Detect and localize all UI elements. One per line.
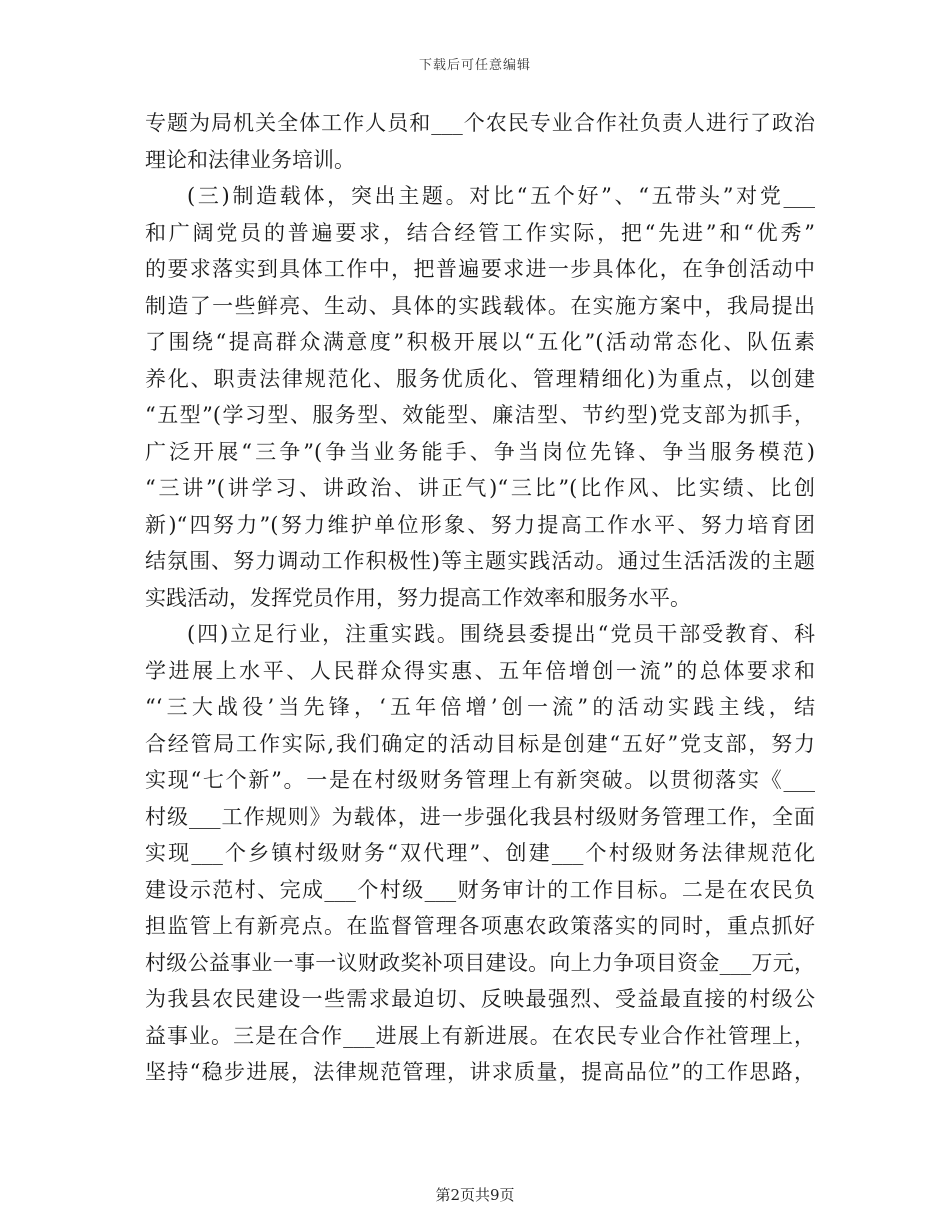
text-line: 为我县农民建设一些需求最迫切、反映最强烈、受益最直接的村级公 [145,987,815,1011]
text-line: 新)“四努力”(努力维护单位形象、努力提高工作水平、努力培育团 [145,512,815,537]
text-line: 广泛开展“三争”(争当业务能手、争当岗位先锋、争当服务模范) [145,439,815,464]
paragraph [145,616,815,1091]
text-line: 制造了一些鲜亮、生动、具体的实践载体。在实施方案中，我局提出 [145,293,815,318]
paragraph [145,105,815,178]
text-line: 村级公益事业一事一议财政奖补项目建设。向上力争项目资金___万元， [145,950,815,975]
text-line: 坚持“稳步进展，法律规范管理，讲求质量，提高品位”的工作思路， [145,1060,815,1084]
text-line: (三)制造载体，突出主题。对比“五个好”、“五带头”对党___ [187,184,815,208]
text-line: (四)立足行业，注重实践。围绕县委提出“党员干部受教育、科 [187,622,815,646]
text-line: 建设示范村、完成___个村级___财务审计的工作目标。二是在农民负 [145,877,815,902]
page-header: 下载后可任意编辑 [418,58,531,73]
text-line: 和广阔党员的普遍要求，结合经管工作实际，把“先进”和“优秀” [145,220,815,245]
paragraph [145,178,815,616]
text-line: 结氛围、努力调动工作积极性)等主题实践活动。通过生活活泼的主题 [145,549,815,573]
page-footer: 第2页共9页 [435,1186,515,1204]
text-line: 实践活动，发挥党员作用，努力提高工作效率和服务水平。 [145,585,691,610]
text-line: 理论和法律业务培训。 [145,147,355,172]
text-line: 益事业。三是在合作___进展上有新进展。在农民专业合作社管理上， [145,1023,815,1048]
text-line: 学进展上水平、人民群众得实惠、五年倍增创一流”的总体要求和 [145,658,815,683]
document-body [145,105,815,1091]
text-line: 实现“七个新”。一是在村级财务管理上有新突破。以贯彻落实《___ [145,768,815,792]
text-line: “‘三大战役’当先锋，‘五年倍增’创一流”的活动实践主线，结 [145,695,815,719]
text-line: “五型”(学习型、服务型、效能型、廉洁型、节约型)党支部为抓手， [145,403,815,427]
text-line: 担监管上有新亮点。在监督管理各项惠农政策落实的同时，重点抓好 [145,914,815,938]
text-line: 了围绕“提高群众满意度”积极开展以“五化”(活动常态化、队伍素 [145,330,815,354]
text-line: “三讲”(讲学习、讲政治、讲正气)“三比”(比作风、比实绩、比创 [145,476,815,500]
text-line: 的要求落实到具体工作中，把普遍要求进一步具体化，在争创活动中 [145,257,815,281]
text-line: 村级___工作规则》为载体，进一步强化我县村级财务管理工作，全面 [145,804,815,829]
text-line: 合经管局工作实际,我们确定的活动目标是创建“五好”党支部，努力 [145,731,815,756]
text-line: 实现___个乡镇村级财务“双代理”、创建___个村级财务法律规范化 [145,841,815,865]
text-line: 养化、职责法律规范化、服务优质化、管理精细化)为重点，以创建 [145,366,815,391]
text-line: 专题为局机关全体工作人员和___个农民专业合作社负责人进行了政治 [145,111,815,135]
